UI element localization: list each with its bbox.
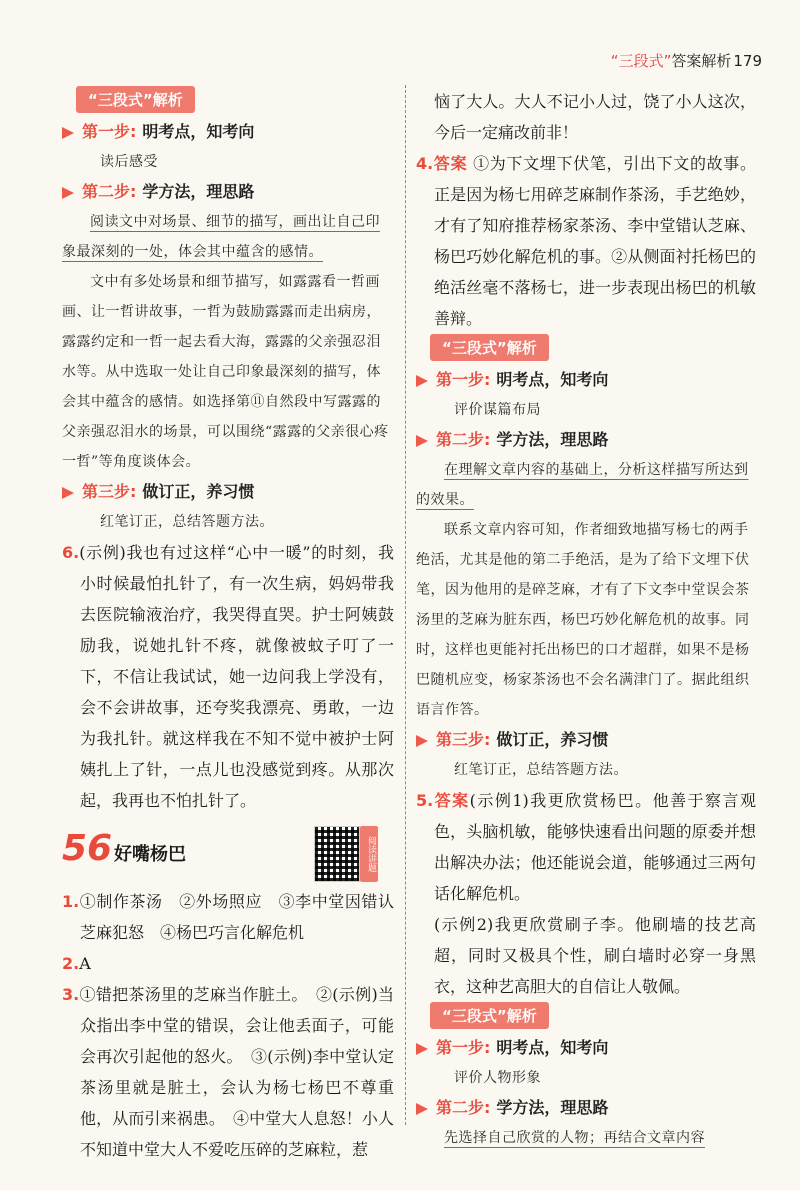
question-number: 3.	[62, 985, 80, 1004]
answer-1	[62, 886, 394, 948]
step-note: 红笔订正，总结答题方法。	[454, 762, 628, 778]
arrow-icon	[62, 127, 74, 139]
qr-code-icon[interactable]	[314, 826, 360, 882]
step-label: 第一步:	[436, 1038, 491, 1057]
step-note: 读后感受	[100, 154, 158, 170]
step-label: 第二步:	[436, 1098, 491, 1117]
answer-4	[416, 148, 756, 334]
step-two	[416, 1093, 756, 1123]
arrow-icon	[416, 1043, 428, 1055]
step-text: 明考点，知考向	[496, 370, 609, 389]
step-note: 文中有多处场景和细节描写，如露露看一哲画画、让一哲讲故事，一哲为鼓励露露而走出病房，露露约定和一哲一起去看大海，露露的父亲强忍泪水等。从中选取一处让自己印象最深刻的描写，体会其中蕴含的感情。如选择第⑪自然段中写露露的父亲强忍泪水的场景，可以围绕“露露的父亲很心疼一哲”等角度谈体会。	[62, 274, 389, 470]
step-note: 评价谋篇布局	[454, 402, 541, 418]
arrow-icon	[416, 1103, 428, 1115]
step-label: 第一步:	[436, 370, 491, 389]
question-number: 5.	[416, 791, 434, 810]
step-note-underlined: 阅读文中对场景、细节的描写，画出让自己印象最深刻的一处，体会其中蕴含的感情。	[62, 214, 380, 260]
qr-tag: 阅读讲题	[360, 826, 378, 882]
arrow-icon	[62, 487, 74, 499]
analysis-badge: “三段式”解析	[76, 86, 195, 113]
answer-label: 答案	[433, 154, 468, 173]
step-one	[416, 1033, 756, 1063]
step-text: 学方法，理思路	[496, 430, 609, 449]
answer-label: 答案	[433, 791, 470, 810]
answer-5-example-2: (示例2)我更欣赏刷子李。他刷墙的技艺高超，同时又极具个性，刷白墙时必穿一身黑衣，这种艺高胆大的自信让人敬佩。	[434, 915, 756, 996]
answer-text: ①错把茶汤里的芝麻当作脏土。 ②(示例)当众指出李中堂的错误，会让他丢面子，可能会再次引起他的怒火。 ③(示例)李中堂认定茶汤里就是脏土，会认为杨七杨巴不尊重他，从而引来祸患。 ④中堂大人息怒！小人不知道中堂大人不爱吃压碎的芝麻粒，惹	[79, 985, 394, 1159]
answer-3	[62, 979, 394, 1165]
step-one	[62, 117, 394, 147]
question-number: 2.	[62, 954, 80, 973]
step-three	[416, 725, 756, 755]
step-three	[62, 477, 394, 507]
column-divider	[405, 85, 406, 1125]
answer-text: ①制作茶汤 ②外场照应 ③李中堂因错认芝麻犯怒 ④杨巴巧言化解危机	[79, 892, 394, 942]
analysis-badge: “三段式”解析	[430, 1002, 549, 1029]
answer-text: (示例)我也有过这样“心中一暖”的时刻，我小时候最怕扎针了，有一次生病，妈妈带我去医院输液治疗，我哭得直哭。护士阿姨鼓励我，说她扎针不疼，就像被蚊子叮了一下，不信让我试试，她一边问我上学没有，会不会讲故事，还夸奖我漂亮、勇敢，一边为我扎针。就这样我在不知不觉中被护士阿姨扎上了针，一点儿也没感觉到疼。从那次起，我再也不怕扎针了。	[79, 543, 394, 810]
question-number: 6.	[62, 543, 80, 562]
arrow-icon	[416, 735, 428, 747]
step-label: 第三步:	[82, 482, 137, 501]
step-note: 红笔订正，总结答题方法。	[100, 514, 274, 530]
answer-6	[62, 537, 394, 816]
step-label: 第一步:	[82, 122, 137, 141]
left-column	[62, 86, 394, 1165]
step-text: 做订正，养习惯	[142, 482, 255, 501]
answer-text: (示例1)我更欣赏杨巴。他善于察言观色，头脑机敏，能够快速看出问题的原委并想出解决办法；他还能说会道，能够通过三两句话化解危机。	[434, 791, 756, 903]
step-text: 做订正，养习惯	[496, 730, 609, 749]
answer-text: ①为下文埋下伏笔，引出下文的故事。正是因为杨七用碎芝麻制作茶汤，手艺绝妙，才有了知府推荐杨家茶汤、李中堂错认芝麻、杨巴巧妙化解危机的事。②从侧面衬托杨巴的绝活丝毫不落杨七，进一步表现出杨巴的机敏善辩。	[434, 154, 756, 328]
page-header	[611, 50, 762, 71]
step-two	[416, 425, 756, 455]
step-text: 学方法，理思路	[496, 1098, 609, 1117]
step-text: 学方法，理思路	[142, 182, 255, 201]
arrow-icon	[416, 435, 428, 447]
lesson-header	[62, 830, 394, 886]
arrow-icon	[416, 375, 428, 387]
page-number: 179	[733, 52, 762, 70]
answer-2	[62, 948, 394, 979]
lesson-title: 好嘴杨巴	[114, 844, 186, 865]
analysis-badge: “三段式”解析	[430, 334, 549, 361]
question-number: 1.	[62, 892, 80, 911]
step-label: 第三步:	[436, 730, 491, 749]
answer-5	[416, 785, 756, 909]
step-note: 联系文章内容可知，作者细致地描写杨七的两手绝活，尤其是他的第二手绝活，是为了给下文埋下伏笔，因为他用的是碎芝麻，才有了下文李中堂误会茶汤里的芝麻为脏东西，杨巴巧妙化解危机的故事。同时，这样也更能衬托出杨巴的口才超群，如果不是杨巴随机应变，杨家茶汤也不会名满津门了。据此组织语言作答。	[416, 522, 750, 718]
arrow-icon	[62, 187, 74, 199]
header-answer-label: 答案解析	[671, 52, 732, 70]
step-note-underlined: 先选择自己欣赏的人物；再结合文章内容	[444, 1130, 705, 1146]
answer-text: A	[79, 954, 91, 973]
question-number: 4.	[416, 154, 434, 173]
step-label: 第二步:	[82, 182, 137, 201]
step-text: 明考点，知考向	[142, 122, 255, 141]
step-text: 明考点，知考向	[496, 1038, 609, 1057]
right-column	[416, 86, 756, 1153]
step-note: 评价人物形象	[454, 1070, 541, 1086]
step-two	[62, 177, 394, 207]
lesson-number: 56	[62, 828, 113, 869]
header-quote-label: “三段式”	[610, 52, 672, 70]
step-note-underlined: 在理解文章内容的基础上，分析这样描写所达到的效果。	[416, 462, 749, 508]
step-label: 第二步:	[436, 430, 491, 449]
answer-3-continued: 恼了大人。大人不记小人过，饶了小人这次，今后一定痛改前非！	[434, 92, 756, 142]
step-one	[416, 365, 756, 395]
